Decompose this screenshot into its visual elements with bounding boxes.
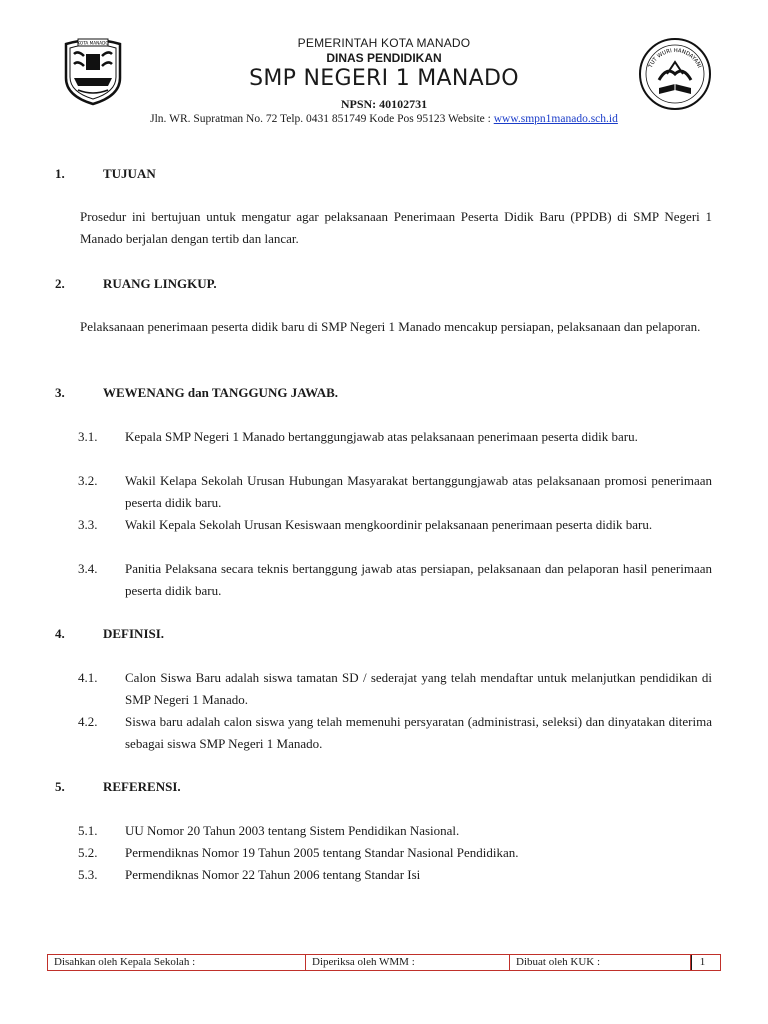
ruang-lingkup-paragraph: Pelaksanaan penerimaan peserta didik baru di SMP Negeri 1 Manado mencakup persiapan, pelaksanaan dan pelaporan. <box>80 319 701 334</box>
tujuan-paragraph: Prosedur ini bertujuan untuk mengatur agar pelaksanaan Penerimaan Peserta Didik Baru (PPDB) di SMP Negeri 1 Manado berjalan dengan tertib dan lancar. <box>80 209 712 246</box>
website-link[interactable]: www.smpn1manado.sch.id <box>493 113 618 125</box>
npsn-number: NPSN: 40102731 <box>340 97 428 111</box>
item-text: Permendiknas Nomor 19 Tahun 2005 tentang Standar Nasional Pendidikan. <box>125 845 519 860</box>
section-title: TUJUAN <box>103 166 156 181</box>
section-number: 2. <box>55 276 65 291</box>
section-title: REFERENSI. <box>103 779 181 794</box>
made-by-cell: Dibuat oleh KUK : <box>510 955 691 970</box>
address-text: Jln. WR. Supratman No. 72 Telp. 0431 851749 Kode Pos 95123 Website : <box>150 113 494 125</box>
list-item <box>78 820 712 842</box>
department-name: DINAS PENDIDIKAN <box>326 51 442 65</box>
section-title: RUANG LINGKUP. <box>103 276 217 291</box>
item-number: 5.3. <box>78 867 98 882</box>
item-text: Wakil Kepala Sekolah Urusan Kesiswaan mengkoordinir pelaksanaan penerimaan peserta didik baru. <box>125 517 653 532</box>
list-item <box>78 514 712 536</box>
item-number: 3.4. <box>78 561 98 576</box>
government-name: PEMERINTAH KOTA MANADO <box>297 36 471 50</box>
page-number: 1 <box>691 955 713 970</box>
section-number: 1. <box>55 166 65 181</box>
tut-wuri-handayani-logo <box>637 36 713 112</box>
list-item <box>78 711 712 755</box>
item-text: Panitia Pelaksana secara teknis bertanggung jawab atas persiapan, pelaksanaan dan pelaporan hasil penerimaan peserta didik baru. <box>125 561 712 598</box>
logo-motto-text: TUT WURI HANDAYANI <box>647 47 703 69</box>
section-title: WEWENANG dan TANGGUNG JAWAB. <box>103 385 339 400</box>
item-number: 4.2. <box>78 714 98 729</box>
item-text: UU Nomor 20 Tahun 2003 tentang Sistem Pendidikan Nasional. <box>125 823 460 838</box>
item-number: 3.1. <box>78 429 98 444</box>
item-number: 5.1. <box>78 823 98 838</box>
item-text: Siswa baru adalah calon siswa yang telah memenuhi persyaratan (administrasi, seleksi) dan dinyatakan diterima sebagai siswa SMP Negeri 1 Manado. <box>125 714 712 751</box>
item-number: 3.3. <box>78 517 98 532</box>
school-name: SMP NEGERI 1 MANADO <box>249 66 519 91</box>
section-number: 5. <box>55 779 65 794</box>
crest-banner-text: KOTA MANADO <box>77 40 109 46</box>
school-address <box>0 113 768 125</box>
item-text: Permendiknas Nomor 22 Tahun 2006 tentang Standar Isi <box>125 867 421 882</box>
section-title: DEFINISI. <box>103 626 165 641</box>
approved-by-cell: Disahkan oleh Kepala Sekolah : <box>48 955 306 970</box>
item-number: 3.2. <box>78 473 98 488</box>
section-number: 3. <box>55 385 65 400</box>
list-item <box>78 864 712 886</box>
item-text: Wakil Kelapa Sekolah Urusan Hubungan Masyarakat bertanggungjawab atas pelaksanaan promosi penerimaan peserta didik baru. <box>125 473 712 510</box>
section-number: 4. <box>55 626 65 641</box>
list-item <box>78 426 712 448</box>
list-item <box>78 667 712 711</box>
checked-by-cell: Diperiksa oleh WMM : <box>306 955 510 970</box>
item-number: 5.2. <box>78 845 98 860</box>
list-item <box>78 842 712 864</box>
item-text: Kepala SMP Negeri 1 Manado bertanggungjawab atas pelaksanaan penerimaan peserta didik baru. <box>125 429 638 444</box>
footer-signature-table <box>47 954 721 971</box>
list-item <box>78 558 712 602</box>
item-number: 4.1. <box>78 670 98 685</box>
item-text: Calon Siswa Baru adalah siswa tamatan SD / sederajat yang telah mendaftar untuk melanjutkan pendidikan di SMP Negeri 1 Manado. <box>125 670 712 707</box>
list-item <box>78 470 712 514</box>
